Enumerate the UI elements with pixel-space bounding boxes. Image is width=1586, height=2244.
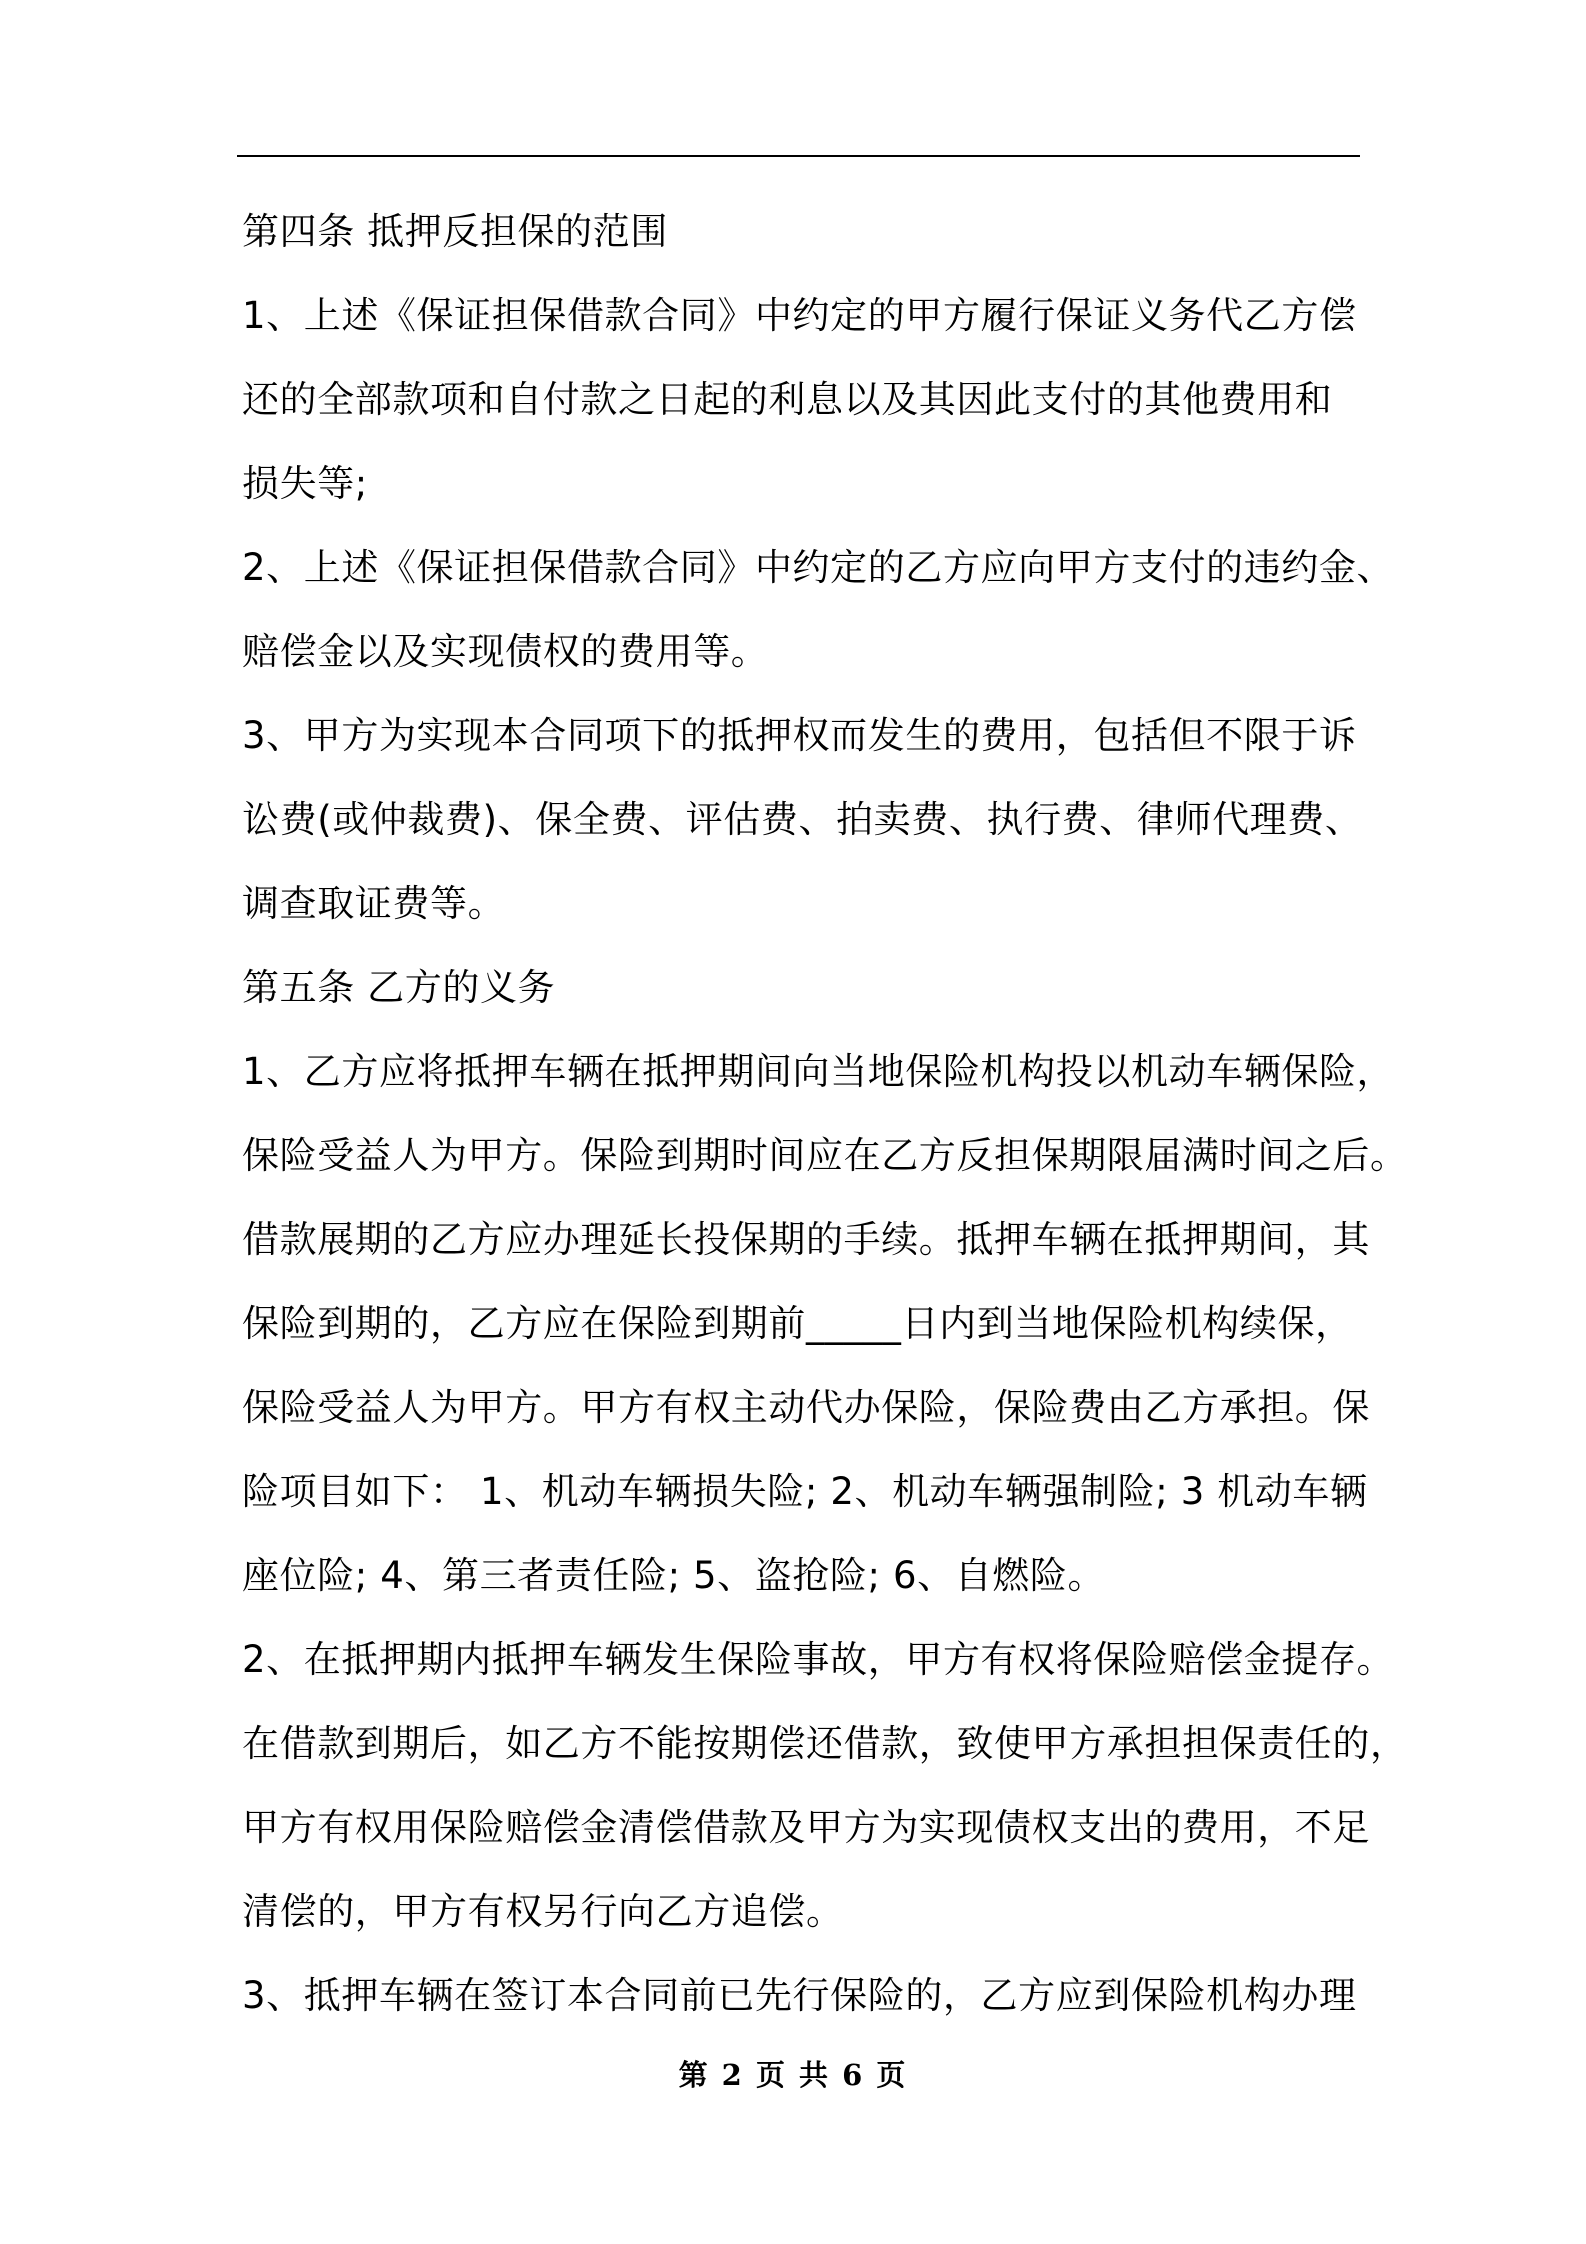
- text-line: 还的全部款项和自付款之日起的利息以及其因此支付的其他费用和: [242, 378, 1333, 421]
- text-line: 1、乙方应将抵押车辆在抵押期间向当地保险机构投以机动车辆保险，: [242, 1050, 1395, 1093]
- text-line: 损失等;: [242, 462, 368, 505]
- text-line: 3、抵押车辆在签订本合同前已先行保险的，乙方应到保险机构办理: [242, 1974, 1357, 2017]
- text-line: 1、上述《保证担保借款合同》中约定的甲方履行保证义务代乙方偿: [242, 294, 1357, 337]
- text-line: 3、甲方为实现本合同项下的抵押权而发生的费用，包括但不限于诉: [242, 714, 1357, 757]
- text-line: 甲方有权用保险赔偿金清偿借款及甲方为实现债权支出的费用，不足: [242, 1806, 1370, 1849]
- header-rule: [237, 155, 1360, 157]
- text-line: 险项目如下： 1、机动车辆损失险; 2、机动车辆强制险; 3 机动车辆: [242, 1470, 1368, 1513]
- section-heading-article-5: 第五条 乙方的义务: [242, 966, 556, 1009]
- document-body: [242, 190, 1408, 2038]
- page-number-footer: 第 2 页 共 6 页: [678, 2058, 908, 2092]
- text-line: 座位险; 4、第三者责任险; 5、盗抢险; 6、自燃险。: [242, 1554, 1106, 1597]
- text-line: 保险受益人为甲方。保险到期时间应在乙方反担保期限届满时间之后。: [242, 1134, 1408, 1177]
- text-line: 讼费(或仲裁费)、保全费、评估费、拍卖费、执行费、律师代理费、: [242, 798, 1363, 841]
- section-heading-article-4: 第四条 抵押反担保的范围: [242, 210, 668, 253]
- text-line: 在借款到期后，如乙方不能按期偿还借款，致使甲方承担担保责任的，: [242, 1722, 1408, 1765]
- text-line: 2、在抵押期内抵押车辆发生保险事故，甲方有权将保险赔偿金提存。: [242, 1638, 1395, 1681]
- text-line: 保险到期的，乙方应在保险到期前_____日内到当地保险机构续保，: [242, 1302, 1353, 1345]
- text-line: 2、上述《保证担保借款合同》中约定的乙方应向甲方支付的违约金、: [242, 546, 1395, 589]
- text-line: 调查取证费等。: [242, 882, 506, 925]
- text-line: 借款展期的乙方应办理延长投保期的手续。抵押车辆在抵押期间，其: [242, 1218, 1370, 1261]
- text-line: 赔偿金以及实现债权的费用等。: [242, 630, 769, 673]
- text-line: 保险受益人为甲方。甲方有权主动代办保险，保险费由乙方承担。保: [242, 1386, 1370, 1429]
- text-line: 清偿的，甲方有权另行向乙方追偿。: [242, 1890, 844, 1933]
